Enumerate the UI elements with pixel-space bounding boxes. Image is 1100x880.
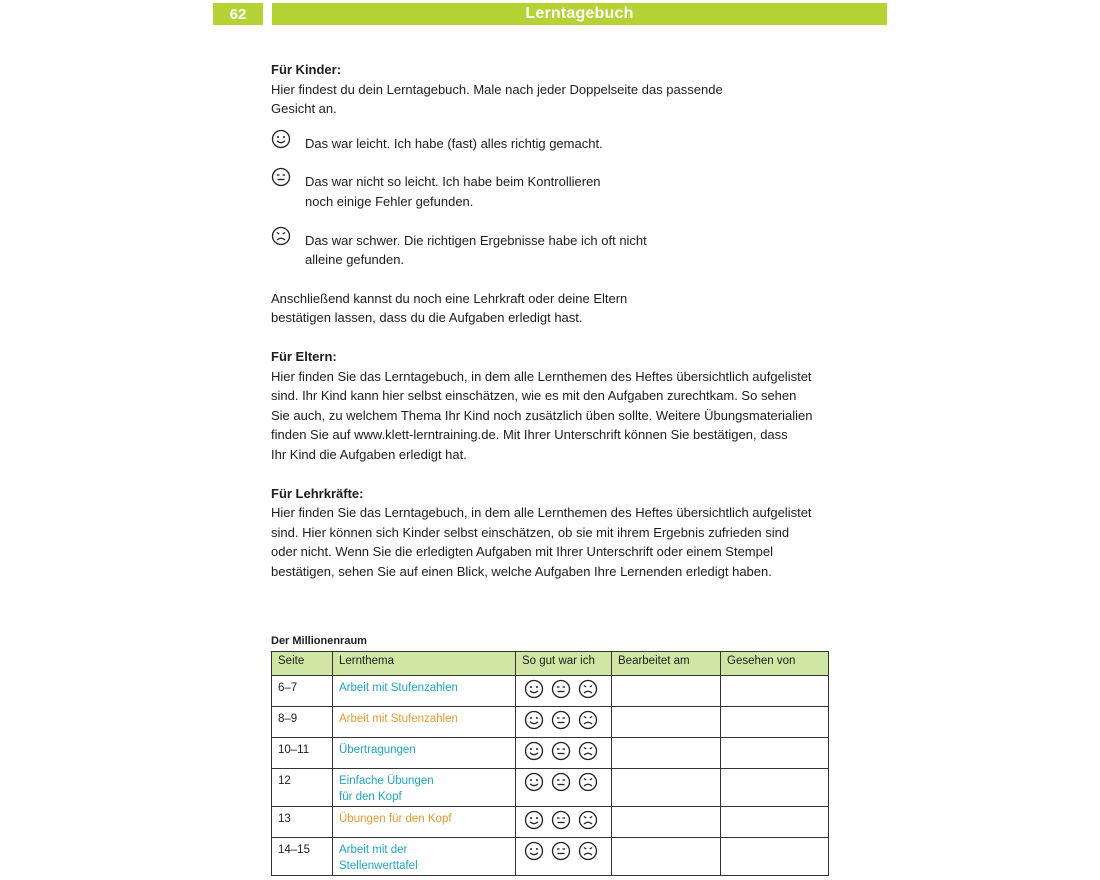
lehrkraefte-line: bestätigen, sehen Sie auf einen Blick, welche Aufgaben Ihre Lernenden erledigt haben. — [271, 563, 772, 579]
smiley-neutral-icon[interactable] — [551, 772, 571, 792]
lehrkraefte-heading: Für Lehrkräfte: — [271, 485, 364, 501]
cell-lernthema — [333, 807, 516, 838]
topic-line: für den Kopf — [339, 791, 402, 803]
column-header-so-gut-war-ich: So gut war ich — [516, 652, 612, 676]
smiley-neutral-icon[interactable] — [551, 810, 571, 830]
kinder-intro-line: Hier findest du dein Lerntagebuch. Male nach jeder Doppelseite das passende — [271, 81, 723, 97]
cell-gesehen-von[interactable] — [721, 738, 829, 769]
cell-gesehen-von[interactable] — [721, 707, 829, 738]
topic-line: Übungen für den Kopf — [339, 813, 452, 825]
cell-seite: 12 — [272, 769, 333, 807]
table-row — [272, 676, 829, 707]
smiley-sad-icon[interactable] — [578, 841, 598, 861]
table-row — [272, 738, 829, 769]
smiley-happy-icon[interactable] — [524, 772, 544, 792]
smiley-happy-icon[interactable] — [524, 679, 544, 699]
cell-bearbeitet-am[interactable] — [612, 807, 721, 838]
eltern-line: sind. Ihr Kind kann hier selbst einschätzen, wie es mit den Aufgaben zurechtkam. So sehen — [271, 388, 797, 404]
topic-line: Arbeit mit Stufenzahlen — [339, 682, 458, 694]
table-row — [272, 707, 829, 738]
smiley-neutral-icon — [271, 167, 291, 187]
cell-lernthema — [333, 769, 516, 807]
cell-gesehen-von[interactable] — [721, 807, 829, 838]
topic-line: Stellenwerttafel — [339, 860, 418, 872]
lehrkraefte-line: oder nicht. Wenn Sie die erledigten Aufgaben mit Ihrer Unterschrift oder einem Stempel — [271, 544, 773, 560]
page-title: Lerntagebuch — [272, 3, 887, 25]
kinder-intro-line: Gesicht an. — [271, 101, 337, 117]
cell-so-gut-war-ich — [516, 769, 612, 807]
cell-seite: 6–7 — [272, 676, 333, 707]
smiley-sad-icon — [271, 226, 291, 246]
smiley-happy-icon[interactable] — [524, 741, 544, 761]
face-legend-text: Das war nicht so leicht. Ich habe beim Kontrollieren — [305, 174, 601, 190]
cell-seite: 14–15 — [272, 838, 333, 876]
kinder-outro-line: Anschließend kannst du noch eine Lehrkraft oder deine Eltern — [271, 290, 628, 306]
topic-line: Übertragungen — [339, 744, 416, 756]
table-row — [272, 807, 829, 838]
face-legend-text: noch einige Fehler gefunden. — [305, 193, 474, 209]
topic-line: Einfache Übungen — [339, 775, 434, 787]
eltern-line: Hier finden Sie das Lerntagebuch, in dem alle Lernthemen des Heftes übersichtlich aufgelistet — [271, 368, 812, 384]
cell-so-gut-war-ich — [516, 807, 612, 838]
cell-bearbeitet-am[interactable] — [612, 738, 721, 769]
cell-lernthema — [333, 838, 516, 876]
table-title: Der Millionenraum — [271, 635, 367, 647]
lehrkraefte-line: sind. Hier können sich Kinder selbst einschätzen, ob sie mit ihrem Ergebnis zufrieden sind — [271, 524, 790, 540]
smiley-neutral-icon[interactable] — [551, 841, 571, 861]
lehrkraefte-line: Hier finden Sie das Lerntagebuch, in dem alle Lernthemen des Heftes übersichtlich aufgelistet — [271, 505, 812, 521]
kinder-outro-line: bestätigen lassen, dass du die Aufgaben erledigt hast. — [271, 310, 583, 326]
column-header-seite: Seite — [272, 652, 333, 676]
cell-gesehen-von[interactable] — [721, 838, 829, 876]
smiley-neutral-icon[interactable] — [551, 679, 571, 699]
cell-bearbeitet-am[interactable] — [612, 707, 721, 738]
cell-so-gut-war-ich — [516, 707, 612, 738]
cell-seite: 13 — [272, 807, 333, 838]
face-legend-text: alleine gefunden. — [305, 252, 405, 268]
smiley-happy-icon[interactable] — [524, 841, 544, 861]
eltern-line: Sie auch, zu welchem Thema Ihr Kind noch zusätzlich üben sollte. Weitere Übungsmaterialien — [271, 407, 813, 423]
smiley-happy-icon[interactable] — [524, 810, 544, 830]
smiley-neutral-icon[interactable] — [551, 710, 571, 730]
smiley-sad-icon[interactable] — [578, 679, 598, 699]
eltern-line: finden Sie auf www.klett-lerntraining.de. Mit Ihrer Unterschrift können Sie bestätigen, dass — [271, 427, 788, 443]
smiley-happy-icon[interactable] — [524, 710, 544, 730]
face-legend-neutral — [271, 172, 841, 211]
cell-so-gut-war-ich — [516, 738, 612, 769]
cell-so-gut-war-ich — [516, 838, 612, 876]
cell-gesehen-von[interactable] — [721, 676, 829, 707]
smiley-sad-icon[interactable] — [578, 741, 598, 761]
learning-diary-table — [271, 651, 829, 876]
cell-so-gut-war-ich — [516, 676, 612, 707]
smiley-sad-icon[interactable] — [578, 772, 598, 792]
smiley-sad-icon[interactable] — [578, 810, 598, 830]
topic-line: Arbeit mit der — [339, 844, 408, 856]
smiley-neutral-icon[interactable] — [551, 741, 571, 761]
smiley-sad-icon[interactable] — [578, 710, 598, 730]
cell-seite: 8–9 — [272, 707, 333, 738]
page-number: 62 — [213, 3, 263, 25]
cell-seite: 10–11 — [272, 738, 333, 769]
face-legend-text: Das war schwer. Die richtigen Ergebnisse habe ich oft nicht — [305, 232, 647, 248]
table-row — [272, 838, 829, 876]
cell-gesehen-von[interactable] — [721, 769, 829, 807]
cell-bearbeitet-am[interactable] — [612, 769, 721, 807]
column-header-lernthema: Lernthema — [333, 652, 516, 676]
eltern-heading: Für Eltern: — [271, 348, 337, 364]
cell-bearbeitet-am[interactable] — [612, 676, 721, 707]
eltern-line: Ihr Kind die Aufgaben erledigt hat. — [271, 446, 467, 462]
column-header-gesehen-von: Gesehen von — [721, 652, 829, 676]
face-legend-happy — [271, 134, 841, 154]
smiley-happy-icon — [271, 129, 291, 149]
face-legend-sad — [271, 231, 841, 270]
kinder-heading: Für Kinder: — [271, 62, 342, 77]
column-header-bearbeitet-am: Bearbeitet am — [612, 652, 721, 676]
topic-line: Arbeit mit Stufenzahlen — [339, 713, 458, 725]
face-legend-text: Das war leicht. Ich habe (fast) alles richtig gemacht. — [305, 135, 603, 151]
cell-lernthema — [333, 676, 516, 707]
intro-text — [271, 60, 841, 581]
cell-lernthema — [333, 707, 516, 738]
cell-lernthema — [333, 738, 516, 769]
cell-bearbeitet-am[interactable] — [612, 838, 721, 876]
table-row — [272, 769, 829, 807]
table-header-row — [272, 652, 829, 676]
